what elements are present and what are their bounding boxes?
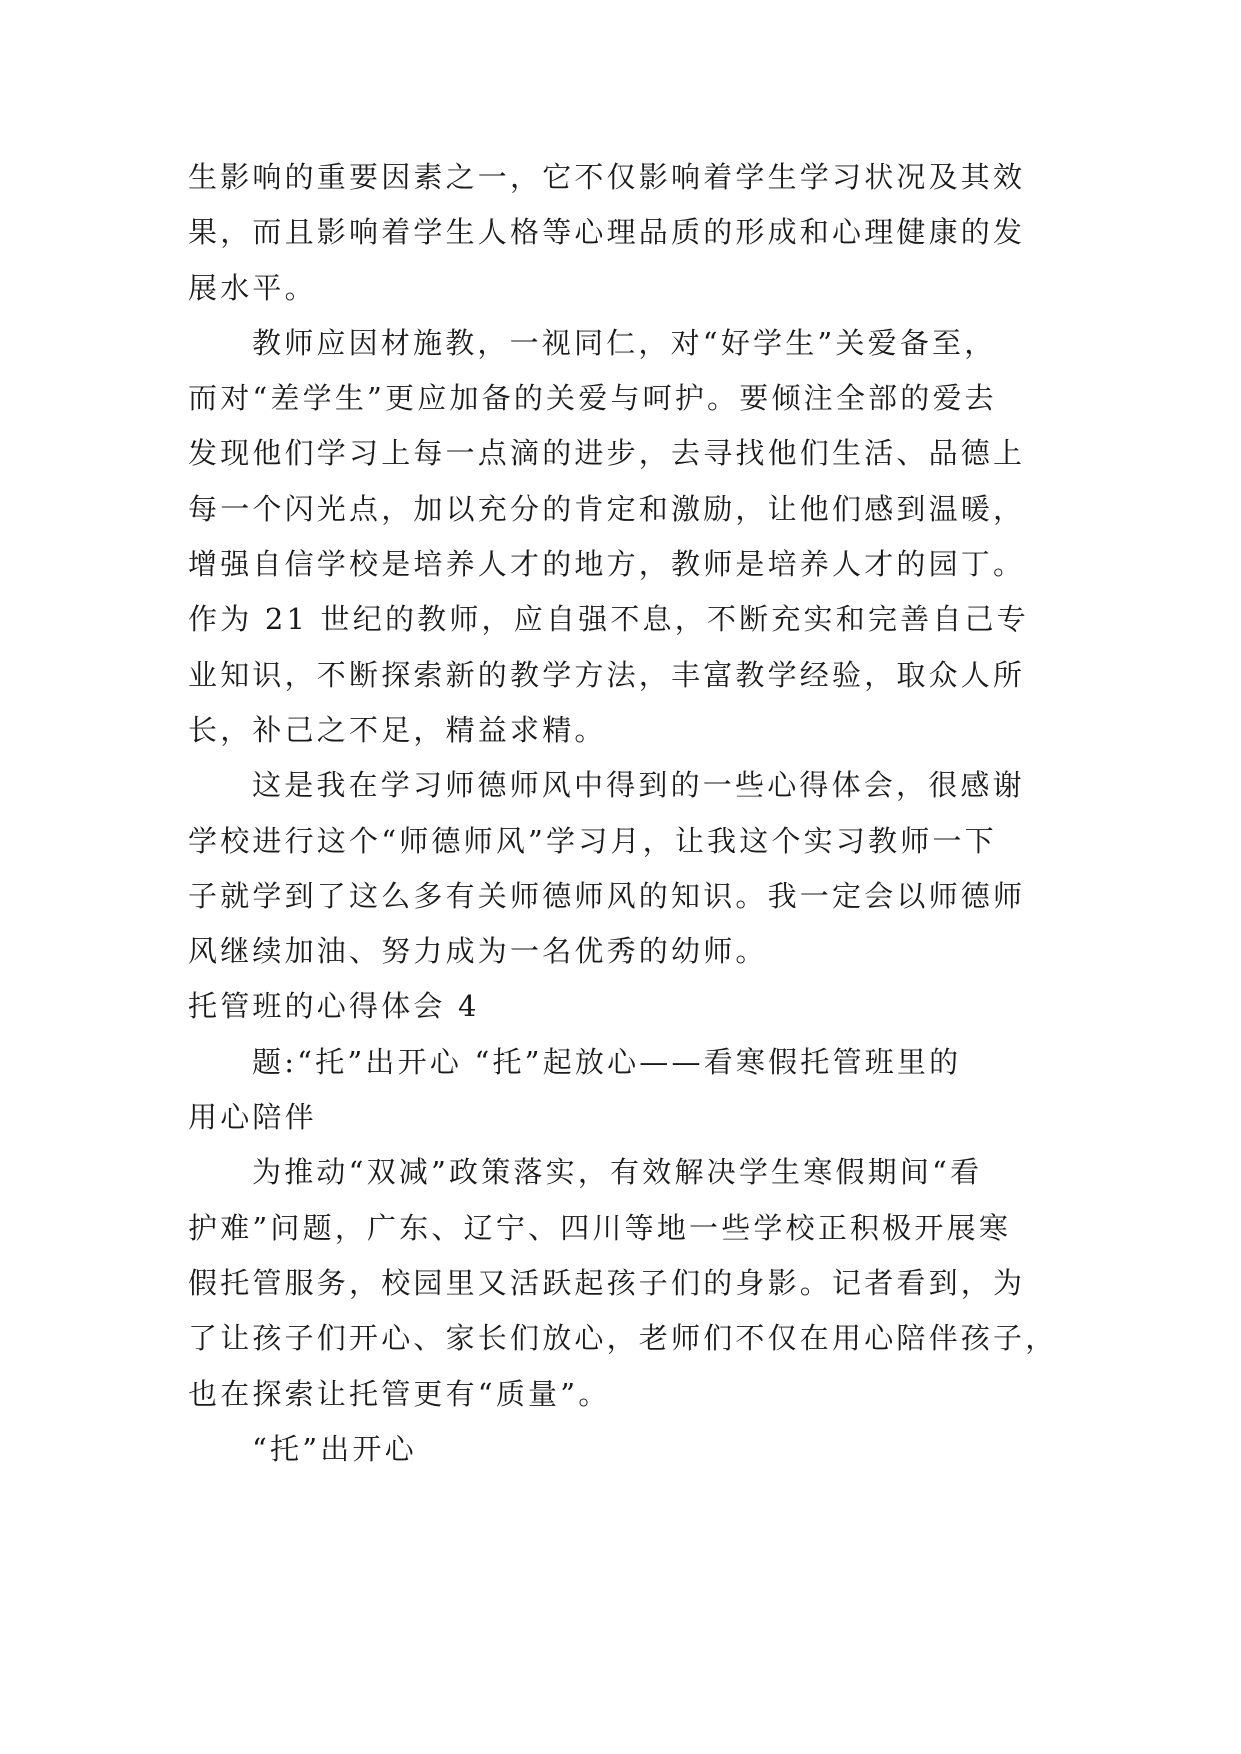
article-title-line: 题:“托”出开心 “托”起放心——看寒假托管班里的 bbox=[252, 1044, 962, 1079]
body-line: 生影响的重要因素之一，它不仅影响着学生学习状况及其效 bbox=[188, 160, 1026, 194]
body-line: 业知识，不断探索新的教学方法，丰富教学经验，取众人所 bbox=[188, 657, 1026, 692]
section-heading: 托管班的心得体会 4 bbox=[188, 989, 480, 1024]
paragraph-first-line: 这是我在学习师德师风中得到的一些心得体会，很感谢 bbox=[252, 768, 1025, 803]
paragraph-first-line: 教师应因材施教，一视同仁，对“好学生”关爱备至， bbox=[252, 325, 997, 360]
body-line: 了让孩子们开心、家长们放心，老师们不仅在用心陪伴孩子， bbox=[188, 1321, 1058, 1356]
body-line: 增强自信学校是培养人才的地方，教师是培养人才的园丁。 bbox=[188, 547, 1026, 582]
article-title-line: 用心陪伴 bbox=[188, 1100, 317, 1135]
body-line: 风继续加油、努力成为一名优秀的幼师。 bbox=[188, 934, 768, 969]
body-line: 发现他们学习上每一点滴的进步，去寻找他们生活、品德上 bbox=[188, 436, 1026, 471]
body-line: 作为 21 世纪的教师，应自强不息，不断充实和完善自己专 bbox=[188, 602, 1029, 637]
body-line: 子就学到了这么多有关师德师风的知识。我一定会以师德师 bbox=[188, 878, 1026, 913]
body-line: 长，补己之不足，精益求精。 bbox=[188, 712, 607, 747]
body-line: 假托管服务，校园里又活跃起孩子们的身影。记者看到，为 bbox=[188, 1265, 1026, 1300]
body-line: 展水平。 bbox=[188, 270, 317, 305]
document-page bbox=[188, 150, 1058, 1477]
body-line: 护难”问题，广东、辽宁、四川等地一些学校正积极开展寒 bbox=[188, 1210, 1012, 1245]
body-line: 学校进行这个“师德师风”学习月，让我这个实习教师一下 bbox=[188, 823, 997, 858]
body-line: 果，而且影响着学生人格等心理品质的形成和心理健康的发 bbox=[188, 215, 1026, 250]
paragraph-first-line: 为推动“双减”政策落实，有效解决学生寒假期间“看 bbox=[252, 1155, 983, 1190]
subheading: “托”出开心 bbox=[252, 1431, 417, 1466]
body-line: 也在探索让托管更有“质量”。 bbox=[188, 1376, 611, 1411]
body-line: 而对“差学生”更应加备的关爱与呵护。要倾注全部的爱去 bbox=[188, 381, 997, 416]
body-line: 每一个闪光点，加以充分的肯定和激励，让他们感到温暖， bbox=[188, 491, 1026, 526]
